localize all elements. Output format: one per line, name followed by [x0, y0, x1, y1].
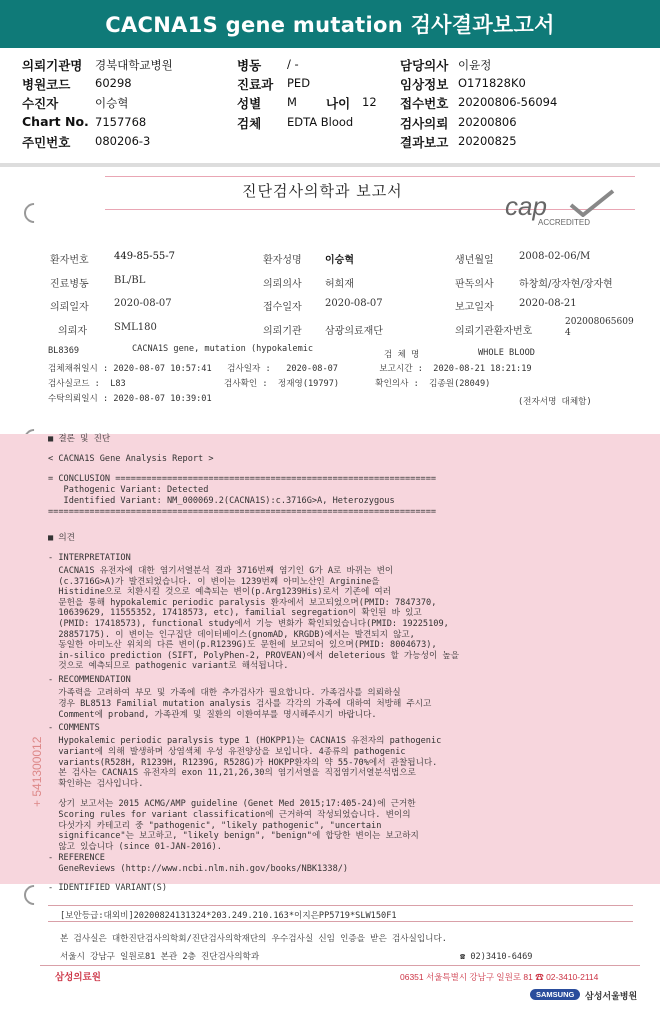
patient-value: 이승혁	[95, 96, 129, 110]
text-line: significance"는 보고하고, "likely benign", "benign"에 합당한 변이는 보고하지	[48, 831, 419, 842]
text-line: variants(R528H, R1239H, R1239G, R528G)가 HOKPP환자의 약 55-70%에서 관찰됩니다.	[48, 757, 438, 768]
footer-address: 06351 서울특별시 강남구 일원로 81 ☎ 02-3410-2114	[400, 972, 599, 982]
text-line: (c.3716G>A)가 발견되었습니다. 이 변이는 1239번째 아미노산인 Arginine을	[48, 576, 380, 587]
text-line: 다섯가지 카테고리 중 "pathogenic", "likely pathogenic", "uncertain	[48, 820, 382, 831]
test-name: CACNA1S gene, mutation (hypokalemic	[132, 344, 314, 354]
label-patient-name: 환자성명	[263, 255, 302, 266]
identified-variant: Identified Variant: NM_000069.2(CACNA1S):c.3716G>A, Heterozygous	[48, 496, 395, 506]
text-line: CACNA1S 유전자에 대한 염기서열분석 결과 3716번째 염기인 G가 A로 바뀌는 변이	[48, 566, 394, 576]
id-label: 주민번호	[22, 135, 71, 150]
text-line: 않고 있습니다 (since 01-JAN-2016).	[48, 842, 222, 853]
id-value: 080206-3	[95, 134, 151, 148]
value-reading-doctor: 하창희/장자현/장자현	[519, 279, 613, 290]
value-institution: 삼광의료재단	[325, 326, 383, 337]
binder-hole-icon	[20, 199, 48, 227]
age-value: 12	[362, 95, 377, 109]
value-order-date: 2020-08-07	[114, 298, 172, 309]
label-reading-doctor: 판독의사	[455, 279, 494, 290]
hospital-label: 의뢰기관명	[22, 58, 83, 73]
report-title-line: < CACNA1S Gene Analysis Report >	[48, 454, 214, 464]
samsung-logo: SAMSUNG	[530, 989, 580, 1000]
value-requester: SML180	[114, 322, 157, 333]
clinical-label: 임상정보	[400, 77, 449, 92]
text-line: Comment에 proband, 가족관계 및 질환의 이환여부를 명시해주시기 바랍니다.	[48, 710, 377, 720]
specimen-value: EDTA Blood	[287, 115, 354, 129]
scanned-report	[0, 167, 660, 1018]
checkmark-icon	[567, 189, 617, 217]
value-receipt-date: 2020-08-07	[325, 298, 383, 309]
text-line: 확인하는 검사입니다.	[48, 779, 144, 790]
label-inst-patient-no: 의뢰기관환자번호	[455, 326, 533, 337]
sex-label: 성별	[237, 96, 262, 111]
sex-value: M	[287, 95, 297, 109]
value-ordering-doctor: 허희재	[325, 279, 354, 290]
opinion-header: ■ 의견	[48, 533, 75, 543]
reference-text: GeneReviews (http://www.ncbi.nlm.nih.gov/books/NBK1338/)	[48, 864, 349, 874]
collection-info: 검체채취일시 : 2020-08-07 10:57:41 검사일자 : 2020-08-07 보고시간 : 2020-08-21 18:21:19	[48, 364, 532, 374]
code-value: 60298	[95, 76, 132, 90]
label-ordering-doctor: 의뢰의사	[263, 279, 302, 290]
label-report-date: 보고일자	[455, 302, 494, 313]
specimen-name-label: 검 체 명	[384, 350, 420, 360]
recommendation-title: - RECOMMENDATION	[48, 675, 131, 685]
esign-note: (전자서명 대체함)	[518, 397, 592, 407]
value-ward: BL/BL	[114, 275, 146, 286]
receipt-label: 접수번호	[400, 96, 449, 111]
report-date-label: 결과보고	[400, 135, 449, 150]
text-line: 경우 BL8513 Familial mutation analysis 검사를 각각의 가족에 대하여 처방해 주시고	[48, 699, 432, 709]
chart-label: Chart No.	[22, 114, 89, 129]
text-line: 동일한 아미노산 위치의 다른 변이(p.R1239G)도 문헌에 보고되어 있으며(PMID: 8004673),	[48, 640, 437, 651]
binder-hole-icon	[20, 881, 48, 909]
label-order-date: 의뢰일자	[50, 302, 89, 313]
conclusion-line: = CONCLUSION ==============================================================	[48, 474, 437, 484]
text-line: 본 검사는 CACNA1S 유전자의 exon 11,21,26,30의 염기서열을 직접염기서열분석법으로	[48, 768, 416, 779]
label-institution: 의뢰기관	[263, 326, 302, 337]
text-line: Histidine으로 치환시킬 것으로 예측되는 변이(p.Arg1239His)로서 기존에 여러	[48, 587, 392, 598]
footer-brand: 삼성의료원	[55, 972, 101, 983]
receipt-value: 20200806-56094	[458, 95, 558, 109]
age-label: 나이	[326, 96, 351, 111]
text-line: Scoring rules for variant classification에 근거하여 작성되었습니다. 변이의	[48, 809, 411, 820]
certification-line: 본 검사실은 대한진단검사의학회/진단검사의학재단의 우수검사실 신임 인증을 받은 검사실입니다.	[60, 934, 447, 944]
red-rule	[40, 965, 640, 966]
receipt-info: 수탁의뢰일시 : 2020-08-07 10:39:01	[48, 394, 212, 404]
value-inst-patient-no: 202008065609	[565, 317, 634, 327]
ward-value: / -	[287, 57, 299, 71]
text-line: 상기 보고서는 2015 ACMG/AMP guideline (Genet Med 2015;17:405-24)에 근거한	[48, 799, 416, 809]
report-date-value: 20200825	[458, 134, 517, 148]
text-line: 28857175). 이 변이는 인구집단 데이터베이스(gnomAD, KRGDB)에서는 발견되지 않고,	[48, 629, 415, 640]
label-patient-no: 환자번호	[50, 255, 89, 266]
patient-label: 수진자	[22, 96, 59, 111]
cap-accredited: ACCREDITED	[538, 218, 591, 227]
chart-value: 7157768	[95, 115, 147, 129]
cap-logo	[505, 191, 615, 225]
red-rule	[105, 176, 635, 177]
clinical-value: O171828K0	[458, 76, 526, 90]
request-label: 검사의뢰	[400, 116, 449, 131]
report-title: CACNA1S gene mutation 검사결과보고서	[105, 13, 555, 37]
security-line: [보안등급:대외비]20200824131324*203.249.210.163*이지은PP5719*SLW150F1	[60, 911, 397, 921]
label-requester: 의뢰자	[58, 326, 87, 337]
text-line: 10639629, 11555352, 17418573, etc), familial segregation이 확인된 바 있고	[48, 608, 422, 619]
comments-title: - COMMENTS	[48, 723, 100, 733]
lab-address: 서울시 강남구 일원로81 본관 2층 진단검사의학과	[60, 952, 260, 962]
result-header: ■ 결론 및 진단	[48, 434, 111, 444]
value-inst-patient-no-cont: 4	[565, 328, 571, 338]
cap-logo-text: cap	[505, 191, 547, 221]
text-line: variant에 의해 발생하며 상염색체 우성 유전양상을 보입니다. 4종류의 pathogenic	[48, 746, 406, 757]
code-label: 병원코드	[22, 77, 71, 92]
rule-line: ===========================================================================	[48, 507, 437, 517]
text-line: Hypokalemic periodic paralysis type 1 (HOKPP1)는 CACNA1S 유전자의 pathogenic	[48, 736, 442, 746]
interpretation-title: - INTERPRETATION	[48, 553, 131, 563]
red-rule	[48, 905, 633, 906]
label-ward: 진료병동	[50, 279, 89, 290]
report-banner	[0, 0, 660, 48]
label-receipt-date: 접수일자	[263, 302, 302, 313]
hospital-value: 경북대학교병원	[95, 58, 173, 72]
doctor-value: 이윤정	[458, 58, 492, 72]
lab-phone: ☎ 02)3410-6469	[460, 952, 533, 962]
footer-hospital: 삼성서울병원	[585, 991, 638, 1001]
doc-title: 진단검사의학과 보고서	[242, 182, 403, 200]
text-line: 문헌을 통해 hypokalemic periodic paralysis 환자에서 보고되었으며(PMID: 7847370,	[48, 597, 437, 608]
dept-label: 진료과	[237, 77, 274, 92]
text-line: in-silico prediction (SIFT, PolyPhen-2, PROVEAN)에서 deleterious 할 가능성이 높을	[48, 650, 460, 661]
text-line: 가족력을 고려하여 부모 및 가족에 대한 추가검사가 필요합니다. 가족검사를 의뢰하실	[48, 688, 401, 698]
value-patient-no: 449-85-55-7	[114, 251, 176, 262]
side-number: + 541300012	[30, 736, 44, 807]
value-report-date: 2020-08-21	[519, 298, 577, 309]
test-code: BL8369	[48, 346, 80, 356]
value-birth: 2008-02-06/M	[519, 251, 591, 262]
value-patient-name: 이승혁	[325, 255, 354, 266]
pathogenic-variant: Pathogenic Variant: Detected	[48, 485, 209, 495]
patient-header	[0, 56, 660, 156]
identified-variants-title: - IDENTIFIED VARIANT(S)	[48, 883, 167, 893]
red-rule	[48, 921, 633, 922]
doctor-label: 담당의사	[400, 58, 449, 73]
ward-label: 병동	[237, 58, 262, 73]
label-birth: 생년월일	[455, 255, 494, 266]
specimen-name: WHOLE BLOOD	[478, 348, 535, 358]
reference-title: - REFERENCE	[48, 853, 105, 863]
dept-value: PED	[287, 76, 311, 90]
text-line: (PMID: 17418573), functional study에서 기능 변화가 확인되었습니다(PMID: 19225109,	[48, 619, 449, 629]
specimen-label: 검체	[237, 116, 262, 131]
request-value: 20200806	[458, 115, 517, 129]
lab-info: 검사실코드 : L83 검사확인 : 정재영(19797) 확인의사 : 김종원(28049)	[48, 379, 491, 389]
text-line: 것으로 예측되므로 pathogenic variant로 해석됩니다.	[48, 661, 289, 672]
